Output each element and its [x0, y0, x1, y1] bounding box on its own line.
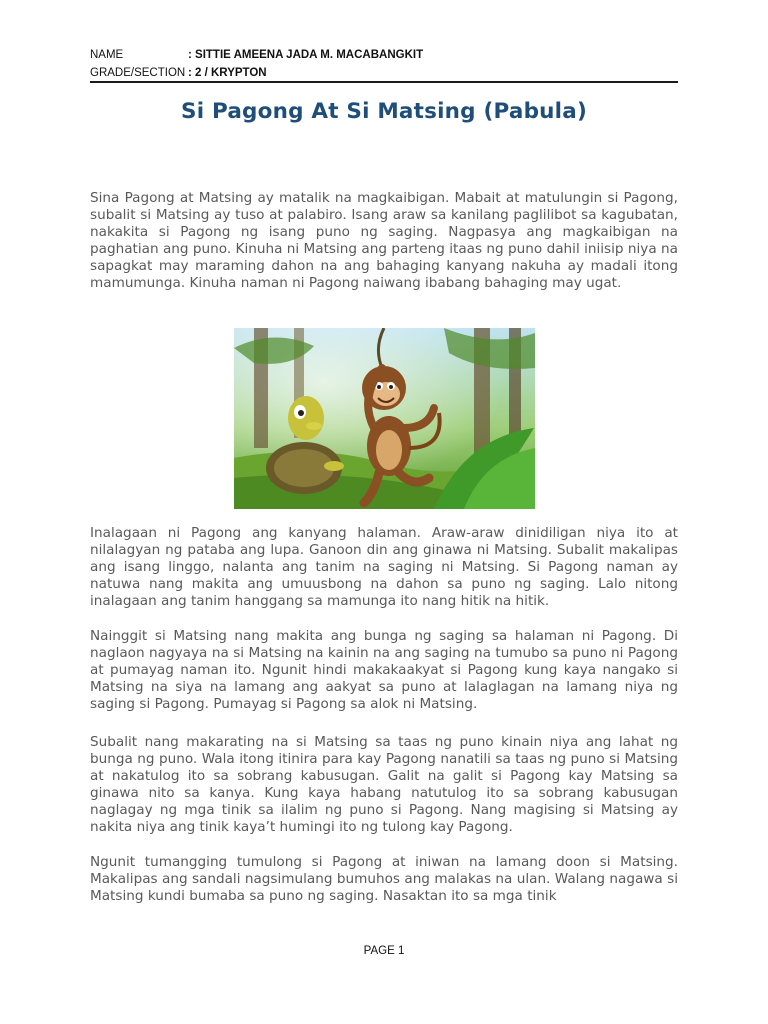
paragraph-1: Sina Pagong at Matsing ay matalik na magkaibigan. Mabait at matulungin si Pagong, subalit si Matsing ay tuso at palabiro. Isang araw sa kanilang paglilibot sa kagubatan, nakakita si Pagong ng isang puno ng saging. Nagpasya ang magkaibigan na paghatian ang puno. Kinuha ni Matsing ang parteng itaas ng puno dahil iniisip niya na sapagkat may maraming dahon na ang bahaging kanyang nakuha ay madali itong mamumunga. Kinuha naman ni Pagong naiwang ibabang bahaging may ugat.	[90, 190, 678, 291]
grade-row	[90, 64, 678, 82]
document-title: Si Pagong At Si Matsing (Pabula)	[181, 99, 587, 124]
paragraph-5-container	[90, 854, 678, 916]
header-divider	[90, 81, 678, 83]
grade-value: : 2 / KRYPTON	[188, 67, 267, 79]
turtle-and-monkey-image	[234, 328, 535, 509]
paragraph-5: Ngunit tumangging tumulong si Pagong at iniwan na lamang doon si Matsing. Makalipas ang sandali nagsimulang bumuhos ang malakas na ulan. Walang nagawa si Matsing kundi bumaba sa puno ng saging. Nasaktan ito sa mga tinik	[90, 854, 678, 904]
page-number: PAGE 1	[363, 945, 405, 957]
paragraph-4: Subalit nang makarating na si Matsing sa taas ng puno kinain niya ang lahat ng bunga ng puno. Wala itong itinira para kay Pagong nanatili sa taas ng puno si Matsing at nakatulog ito sa sobrang kabusugan. Galit na galit si Pagong kay Matsing sa ginawa nito sa kanya. Kung kaya habang natutulog ito sa sobrang kabusugan naglagay ng mga tinik sa ilalim ng puno si Pagong. Nang magising si Matsing ay nakita niya ang tinik kaya’t humingi ito ng tulong kay Pagong.	[90, 734, 678, 835]
paragraph-3: Nainggit si Matsing nang makita ang bunga ng saging sa halaman ni Pagong. Di naglaon nagyaya na si Matsing na kainin na ang saging na tumubo sa puno ni Pagong at pumayag naman ito. Ngunit hindi makakaakyat si Pagong kung kaya nangako si Matsing na siya na lamang ang aakyat sa puno at lalaglagan na lamang niya ng saging si Pagong. Pumayag si Pagong sa alok ni Matsing.	[90, 628, 678, 712]
student-info-header	[90, 46, 678, 82]
name-value: : SITTIE AMEENA JADA M. MACABANGKIT	[188, 49, 424, 61]
name-label: NAME	[90, 49, 124, 61]
grade-label: GRADE/SECTION	[90, 67, 186, 79]
name-row	[90, 46, 678, 64]
paragraph-2: Inalagaan ni Pagong ang kanyang halaman. Araw-araw dinidiligan niya ito at nilalagyan ng pataba ang lupa. Ganoon din ang ginawa ni Matsing. Subalit makalipas ang isang linggo, nalanta ang tanim na saging ni Matsing. Si Pagong naman ay natuwa nang makita ang umuusbong na dahon sa puno ng saging. Lalo nitong inalagaan ang tanim hanggang sa mamunga ito nang hitik na hitik.	[90, 525, 678, 609]
fable-illustration	[234, 328, 535, 509]
